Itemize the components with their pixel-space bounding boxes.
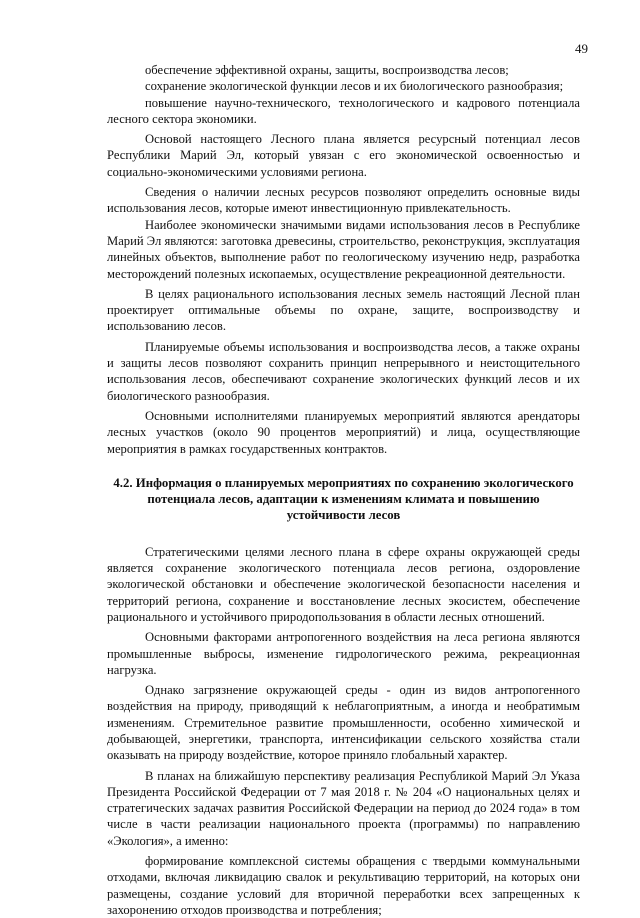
paragraph-strategic-goals: Стратегическими целями лесного плана в сфере охраны окружающей среды является сохранение экологического потенциала лесов региона, оздоровление экологической обстановки и обеспечение экологической безопасности населения и территорий региона, сохранение и восстановление лесных экосистем, обеспечение рационального и устойчивого природопользования в области лесных отношений. [107,544,580,624]
list-item-waste-system: формирование комплексной системы обращения с твердыми коммунальными отходами, включая ликвидацию свалок и рекультивацию территорий, на которых они размещены, создание условий для вторичной переработки всех запрещенных к захоронению отходов производства и потребления; [107,854,580,917]
paragraph-anthropogenic-factors: Основными факторами антропогенного воздействия на леса региона являются промышленные выбросы, изменение гидрологического режима, рекреационная нагрузка. [107,630,580,677]
paragraph-significant-uses: Наиболее экономически значимыми видами использования лесов в Республике Марий Эл являются: заготовка древесины, строительство, реконструкция, эксплуатация линейных объектов, выполнение работ по геологическому изучению недр, разработка месторождений полезных ископаемых, осуществление рекреационной деятельности. [107,217,580,281]
paragraph-executors: Основными исполнителями планируемых мероприятий являются арендаторы лесных участков (около 90 процентов мероприятий) и лица, осуществляющие мероприятия в рамках государственных контрактов. [107,408,580,456]
list-item-ecological-function: сохранение экологической функции лесов и их биологического разнообразия; [145,79,564,94]
paragraph-resource-potential: Основой настоящего Лесного плана является ресурсный потенциал лесов Республики Марий Эл, который увязан с его экономической освоенностью и социально-экономическими условиями региона. [107,132,580,179]
paragraph-planned-volumes: Планируемые объемы использования и воспроизводства лесов, а также охраны и защиты лесов позволяют сохранить принцип непрерывного и неистощительного использования лесов, обеспечивают сохранение экологических функций лесов и их биологического разнообразия. [107,339,580,403]
paragraph-rational-use: В целях рационального использования лесных земель настоящий Лесной план проектирует оптимальные объемы по охране, защите, воспроизводству и использованию лесов. [107,286,580,334]
list-item-potential: повышение научно-технического, технологического и кадрового потенциала лесного сектора экономики. [107,95,580,126]
paragraph-pollution: Однако загрязнение окружающей среды - один из видов антропогенного воздействия на природу, приводящий к неблагоприятным, а иногда и необратимым изменениям. Стремительное развитие промышленности, особенно химической и добывающей, энергетики, транспорта, интенсификации сельского хозяйства стали оказывать на природу воздействие, которое приняло глобальный характер. [107,683,580,763]
section-heading: 4.2. Информация о планируемых мероприятиях по сохранению экологического потенциала лесов, адаптации к изменениям климата и повышению устойчивости лесов [113,475,574,523]
paragraph-resources-info: Сведения о наличии лесных ресурсов позволяют определить основные виды использования лесов, которые имеют инвестиционную привлекательность. [107,185,580,216]
list-item-protection: обеспечение эффективной охраны, защиты, воспроизводства лесов; [145,63,509,77]
paragraph-plans: В планах на ближайшую перспективу реализация Республикой Марий Эл Указа Президента Российской Федерации от 7 мая 2018 г. № 204 «О национальных целях и стратегических задачах развития Российской Федерации на период до 2024 года» в том числе в части реализации национального проекта (программы) по направлению «Экология», а именно: [107,768,580,848]
page-body [107,62,580,918]
page-number: 49 [575,41,588,56]
